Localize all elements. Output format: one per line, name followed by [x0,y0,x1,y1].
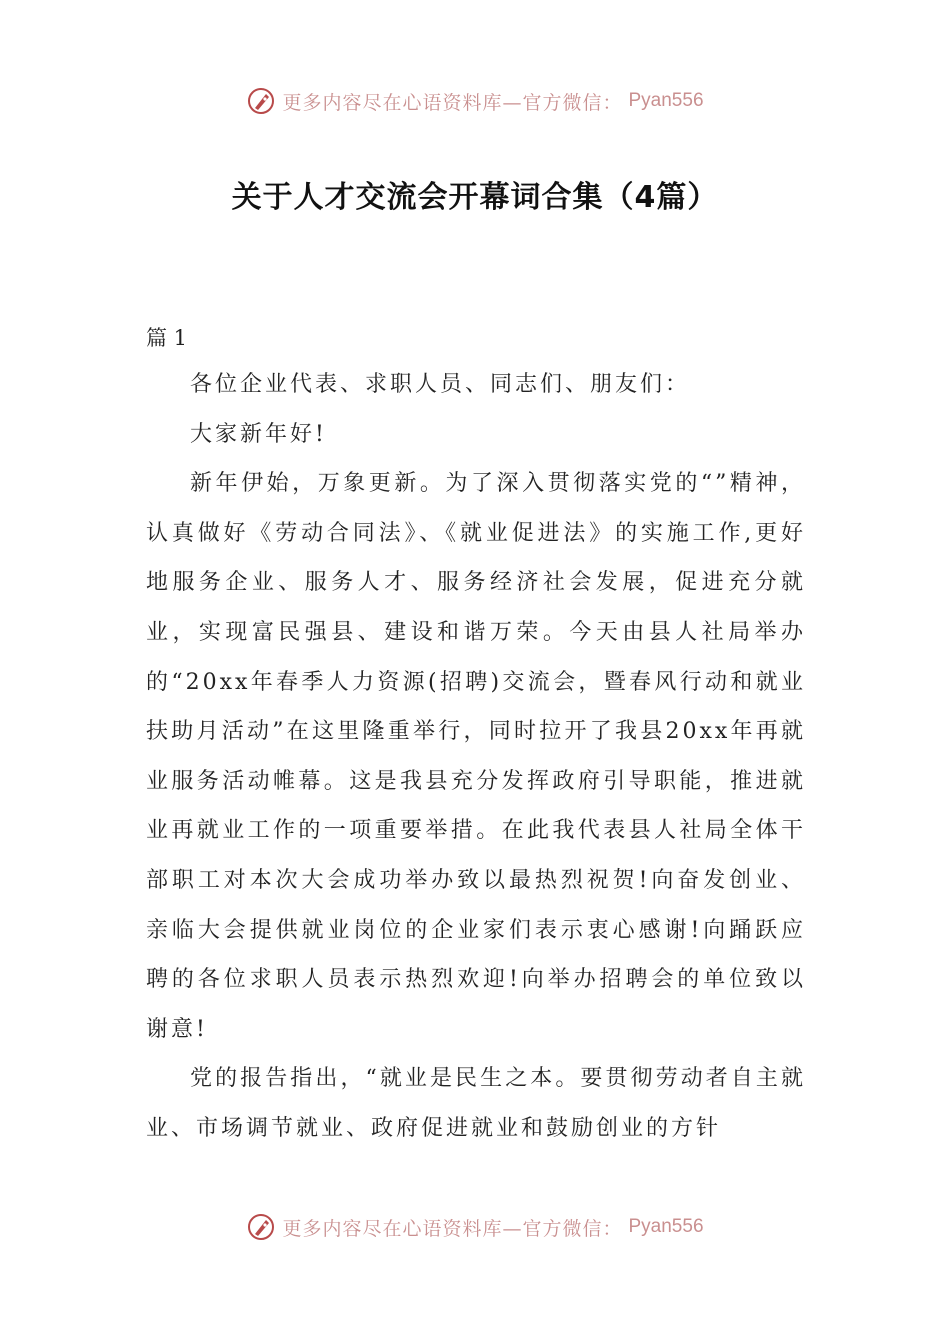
body-paragraph: 党的报告指出，“就业是民生之本。要贯彻劳动者自主就业、市场调节就业、政府促进就业和鼓励创业的方针 [146,1066,806,1141]
salutation-paragraph: 各位企业代表、求职人员、同志们、朋友们： [190,372,691,397]
pen-nib-circle-icon [246,86,276,116]
document-title: 关于人才交流会开幕词合集（4篇） [231,180,719,215]
watermark-text: 更多内容尽在心语资料库—官方微信： [282,91,623,114]
footer-watermark [0,1212,950,1242]
watermark-text: 更多内容尽在心语资料库—官方微信： [282,1217,623,1240]
document-body [146,360,806,1154]
section-label: 篇 1 [146,326,188,350]
header-watermark [0,86,950,116]
pen-nib-circle-icon [246,1212,276,1242]
watermark-wechat-id: Pyan556 [628,1216,704,1237]
greeting-paragraph: 大家新年好! [190,421,327,447]
watermark-wechat-id: Pyan556 [628,90,704,111]
body-paragraph: 新年伊始，万象更新。为了深入贯彻落实党的“”精神，认真做好《劳动合同法》、《就业促进法》的实施工作,更好地服务企业、服务人才、服务经济社会发展，促进充分就业，实现富民强县、建设和谐万荣。今天由县人社局举办的“20xx年春季人力资源(招聘)交流会，暨春风行动和就业扶助月活动”在这里隆重举行，同时拉开了我县20xx年再就业服务活动帷幕。这是我县充分发挥政府引导职能，推进就业再就业工作的一项重要举措。在此我代表县人社局全体干部职工对本次大会成功举办致以最热烈祝贺!向奋发创业、亲临大会提供就业岗位的企业家们表示衷心感谢!向踊跃应聘的各位求职人员表示热烈欢迎!向举办招聘会的单位致以谢意! [146,471,806,1042]
